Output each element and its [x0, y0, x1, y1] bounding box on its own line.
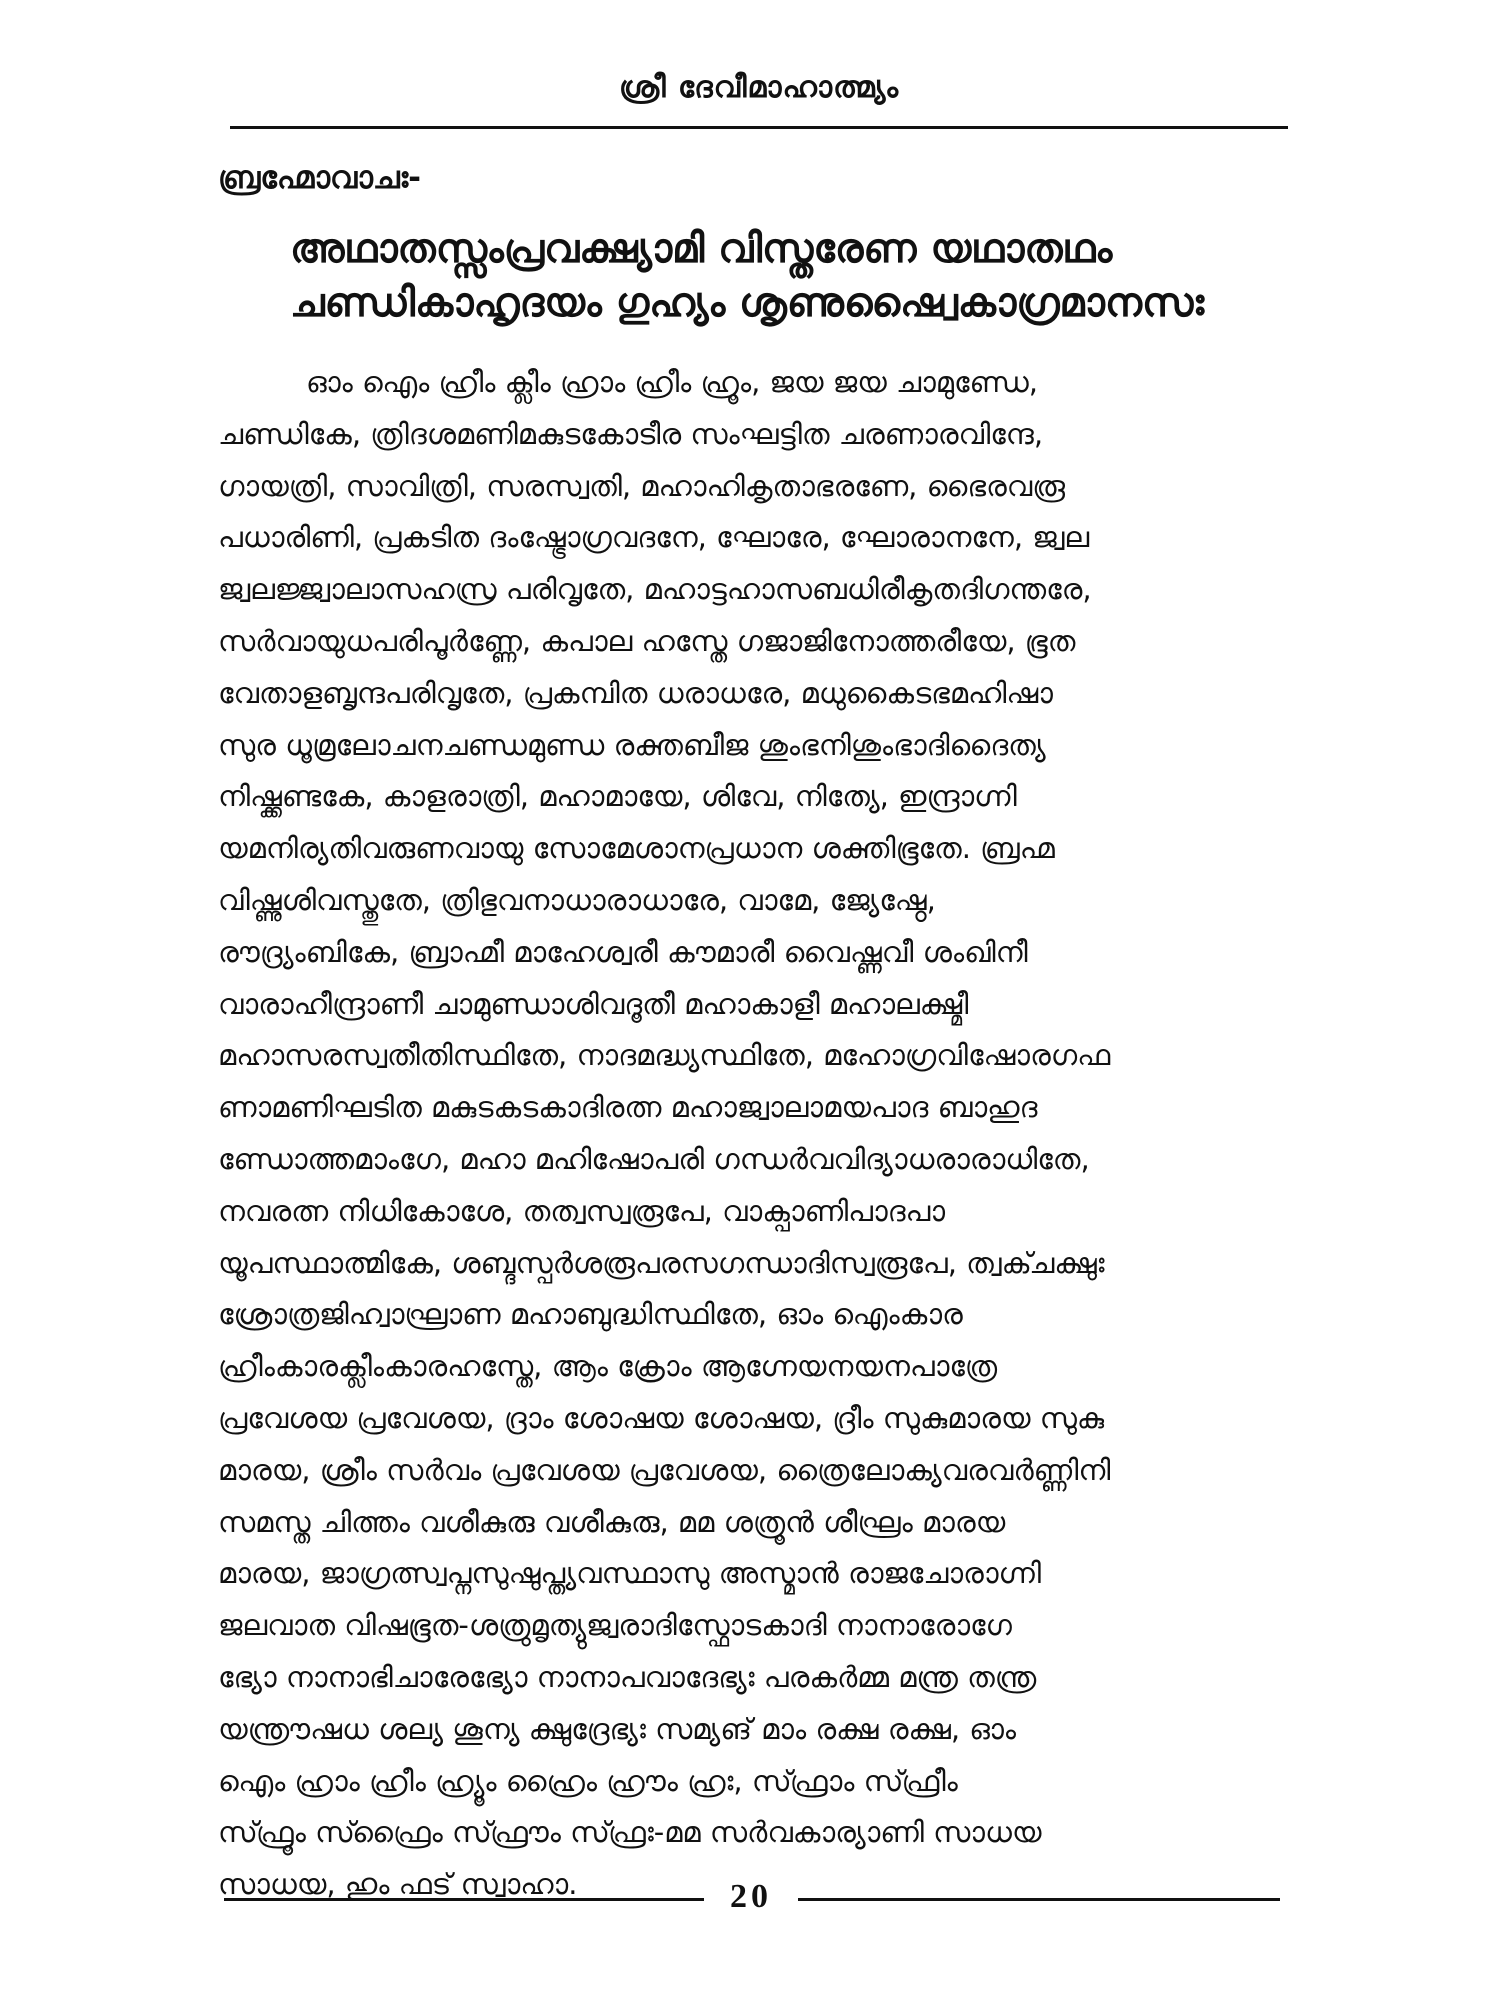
body-line: ഗായത്രി, സാവിത്രി, സരസ്വതി, മഹാഹികൃതാഭരണേ, ഭൈരവരൂ — [218, 468, 1066, 503]
verse-line: അഥാതസ്സംപ്രവക്ഷ്യാമി വിസ്തരേണ യഥാതഥം — [290, 226, 1113, 272]
body-line: വിഷ്ണുശിവസ്തുതേ, ത്രിഭുവനാധാരാധാരേ, വാമേ, ജ്യേഷ്ഠേ, — [218, 882, 936, 917]
body-paragraph — [218, 357, 1290, 1911]
body-line: ജലവാത വിഷഭൂത-ശത്രുമൃത്യുജ്വരാദിസ്ഫോടകാദി നാനാരോഗേ — [218, 1608, 1012, 1643]
body-line: ഐം ഹ്രാം ഹ്രീം ഹ്ര്യൂം ഹ്രൈം ഹ്രൗം ഹ്രഃ, സ്ഫ്രാം സ്ഫ്രീം — [218, 1763, 958, 1798]
body-line: പധാരിണി, പ്രകടിത ദംഷ്ട്രോഗ്രവദനേ, ഘോരേ, ഘോരാനനേ, ജ്വല — [218, 520, 1090, 555]
body-line: മാരയ, ജാഗ്രത്സ്വപ്നസുഷുപ്ത്യവസ്ഥാസു അസ്മാൻ രാജചോരാഗ്നി — [218, 1556, 1042, 1591]
body-line: ചണ്ഡികേ, ത്രിദശമണിമകുടകോടീര സംഘട്ടിത ചരണാരവിന്ദേ, — [218, 416, 1044, 451]
speaker-label: ബ്രഹ്മോവാചഃ- — [218, 160, 422, 196]
body-line: ഓം ഐം ഹ്രീം ക്ലീം ഹ്രാം ഹ്രീം ഹ്രൂം, ജയ ജയ ചാമുണ്ഡേ, — [306, 365, 1039, 399]
body-line: വേതാളബൃന്ദപരിവൃതേ, പ്രകമ്പിത ധരാധരേ, മധുകൈടഭമഹിഷാ — [218, 675, 1053, 710]
body-line: ഭ്യോ നാനാഭിചാരേഭ്യോ നാനാപവാദേഭ്യഃ പരകർമ്മ മന്ത്ര തന്ത്ര — [218, 1659, 1037, 1694]
body-line: നവരത്ന നിധികോശേ, തത്വസ്വരൂപേ, വാക്പാണിപാദപാ — [218, 1193, 946, 1228]
page-number: 20 — [730, 1878, 772, 1915]
body-line: യൂപസ്ഥാത്മികേ, ശബ്ദസ്പർശരൂപരസഗന്ധാദിസ്വരൂപേ, ത്വക്ചക്ഷുഃ — [218, 1245, 1105, 1280]
body-line: ശ്രോത്രജിഹ്വാഘ്രാണ മഹാബുദ്ധിസ്ഥിതേ, ഓം ഐംകാര — [218, 1297, 963, 1332]
header-divider — [230, 126, 1288, 129]
body-line: പ്രവേശയ പ്രവേശയ, ദ്രാം ശോഷയ ശോഷയ, ദ്രീം സുകുമാരയ സുകു — [218, 1400, 1105, 1435]
body-line: നിഷ്ക്കണ്ടകേ, കാളരാത്രി, മഹാമായേ, ശിവേ, നിത്യേ, ഇന്ദ്രാഗ്നി — [218, 779, 1017, 814]
body-line: സ്ഫ്രൂം സ്ഫ്രൈം സ്ഫ്രൗം സ്ഫ്രഃ-മമ സർവകാര്യാണി സാധയ — [218, 1815, 1042, 1850]
footer-divider-left — [224, 1898, 704, 1901]
footer-divider-right — [798, 1898, 1280, 1901]
verse-block — [290, 222, 1290, 330]
body-line: ഹ്രീംകാരക്ലീംകാരഹസ്തേ, ആം ക്രോം ആഗ്നേയനയനപാത്രേ — [218, 1349, 998, 1384]
body-line: സാധയ, ഹും ഫട് സ്വാഹാ. — [218, 1867, 578, 1902]
body-line: രൗദ്ര്യംബികേ, ബ്രാഹ്മീ മാഹേശ്വരീ കൗമാരീ വൈഷ്ണവീ ശംഖിനീ — [218, 934, 1028, 969]
body-line: യന്ത്രൗഷധ ശല്യ ശൂന്യ ക്ഷുദ്രേഭ്യഃ സമ്യങ് മാം രക്ഷ രക്ഷ, ഓം — [218, 1711, 1017, 1746]
verse-line: ചണ്ഡികാഹൃദയം ഗുഹ്യം ശൃണുഷ്വൈകാഗ്രമാനസഃ — [290, 280, 1205, 326]
body-line: സുര ധൂമ്രലോചനചണ്ഡമുണ്ഡ രക്തബീജ ശുംഭനിശുംഭാദിദൈത്യ — [218, 727, 1046, 762]
body-line: ണ്ഡോത്തമാംഗേ, മഹാ മഹിഷോപരി ഗന്ധർവവിദ്യാധരാരാധിതേ, — [218, 1141, 1090, 1176]
body-line: സർവായുധപരിപൂർണ്ണേ, കപാല ഹസ്തേ ഗജാജിനോത്തരീയേ, ഭൂത — [218, 623, 1076, 658]
body-line: യമനിര്യതിവരുണവായു സോമേശാനപ്രധാന ശക്തിഭൂതേ. ബ്രഹ്മ — [218, 831, 1055, 866]
page-header-title: ശ്രീ ദേവീമാഹാത്മ്യം — [618, 70, 900, 105]
body-line: ണാമണിഘടിത മകുടകടകാദിരത്ന മഹാജ്വാലാമയപാദ ബാഹുദ — [218, 1090, 1038, 1125]
body-line: സമസ്ത ചിത്തം വശീകുരു വശീകുരു, മമ ശത്രൂൻ ശീഘ്രം മാരയ — [218, 1504, 1006, 1539]
body-line: മാരയ, ശ്രീം സർവം പ്രവേശയ പ്രവേശയ, ത്രൈലോക്യവരവർണ്ണിനി — [218, 1452, 1111, 1487]
body-line: മഹാസരസ്വതീതിസ്ഥിതേ, നാദമദ്ധ്യസ്ഥിതേ, മഹോഗ്രവിഷോരഗഫ — [218, 1038, 1111, 1073]
body-line: വാരാഹീന്ദ്രാണീ ചാമുണ്ഡാശിവദൂതീ മഹാകാളീ മഹാലക്ഷ്മീ — [218, 986, 969, 1021]
body-line: ജ്വലജ്ജ്വാലാസഹസ്ര പരിവൃതേ, മഹാട്ടഹാസബധിരീകൃതദിഗന്തരേ, — [218, 572, 1092, 607]
